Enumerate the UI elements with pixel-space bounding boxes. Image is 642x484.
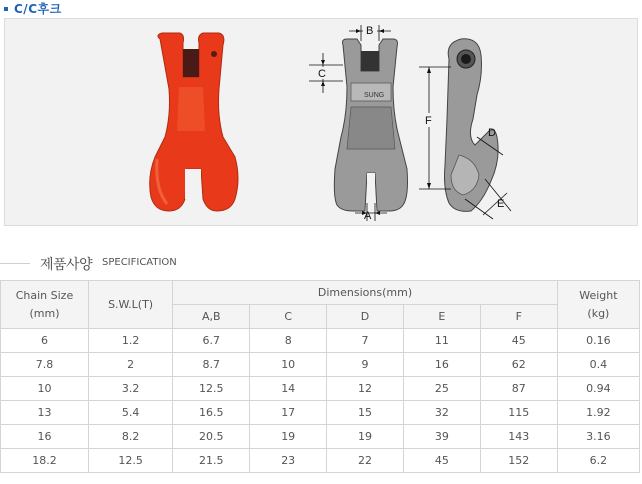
cell-chain-size: 6 <box>1 329 89 353</box>
table-row <box>1 425 640 449</box>
dim-label-b: B <box>366 25 374 37</box>
spec-header <box>0 254 642 274</box>
table-row <box>1 377 640 401</box>
spec-title-ko: 제품사양 <box>40 257 93 273</box>
cell-chain-size: 18.2 <box>1 449 89 473</box>
cell-weight: 0.16 <box>557 329 639 353</box>
cell-c: 14 <box>250 377 327 401</box>
dim-label-e: E <box>497 198 505 210</box>
table-row <box>1 329 640 353</box>
red-hook-photo <box>150 33 238 211</box>
cell-f: 62 <box>480 353 557 377</box>
cell-d: 22 <box>327 449 404 473</box>
subheader-e: E <box>403 305 480 329</box>
table-row <box>1 353 640 377</box>
cell-ab: 12.5 <box>173 377 250 401</box>
cell-chain-size: 16 <box>1 425 89 449</box>
cell-weight: 0.94 <box>557 377 639 401</box>
title-bullet-icon <box>4 7 8 11</box>
cell-chain-size: 10 <box>1 377 89 401</box>
cell-swl: 1.2 <box>88 329 172 353</box>
page-title-text: C/C후크 <box>14 1 62 16</box>
page-title <box>4 0 62 16</box>
dim-label-d: D <box>488 127 496 139</box>
cell-e: 45 <box>403 449 480 473</box>
cell-chain-size: 7.8 <box>1 353 89 377</box>
table-row <box>1 401 640 425</box>
product-illustration <box>5 19 639 227</box>
spec-table <box>0 280 640 473</box>
cell-c: 10 <box>250 353 327 377</box>
cell-c: 19 <box>250 425 327 449</box>
cell-d: 15 <box>327 401 404 425</box>
cell-d: 9 <box>327 353 404 377</box>
subheader-d: D <box>327 305 404 329</box>
cell-e: 32 <box>403 401 480 425</box>
front-view-drawing <box>309 23 408 222</box>
spec-title-en: SPECIFICATION <box>102 257 177 268</box>
cell-d: 7 <box>327 329 404 353</box>
cell-weight: 3.16 <box>557 425 639 449</box>
header-weight: Weight (kg) <box>557 281 639 329</box>
cell-swl: 2 <box>88 353 172 377</box>
header-dimensions: Dimensions(mm) <box>173 281 558 305</box>
side-view-drawing <box>419 39 511 219</box>
cell-weight: 0.4 <box>557 353 639 377</box>
cell-f: 115 <box>480 401 557 425</box>
cell-chain-size: 13 <box>1 401 89 425</box>
cell-ab: 20.5 <box>173 425 250 449</box>
cell-f: 45 <box>480 329 557 353</box>
front-view-brand-mark: SUNG <box>364 92 385 99</box>
dim-label-f: F <box>425 115 432 127</box>
cell-weight: 1.92 <box>557 401 639 425</box>
cell-ab: 16.5 <box>173 401 250 425</box>
cell-d: 12 <box>327 377 404 401</box>
header-chain-size: Chain Size (mm) <box>1 281 89 329</box>
cell-e: 25 <box>403 377 480 401</box>
cell-c: 23 <box>250 449 327 473</box>
spec-header-rule <box>0 263 30 264</box>
cell-e: 16 <box>403 353 480 377</box>
table-header-row <box>1 281 640 305</box>
cell-swl: 12.5 <box>88 449 172 473</box>
cell-ab: 8.7 <box>173 353 250 377</box>
subheader-ab: A,B <box>173 305 250 329</box>
cell-ab: 21.5 <box>173 449 250 473</box>
cell-d: 19 <box>327 425 404 449</box>
subheader-c: C <box>250 305 327 329</box>
dim-label-c: C <box>318 68 326 80</box>
product-image-panel <box>4 18 638 226</box>
cell-f: 143 <box>480 425 557 449</box>
cell-weight: 6.2 <box>557 449 639 473</box>
cell-swl: 3.2 <box>88 377 172 401</box>
cell-f: 87 <box>480 377 557 401</box>
cell-c: 8 <box>250 329 327 353</box>
dim-label-a: A <box>364 210 372 222</box>
cell-c: 17 <box>250 401 327 425</box>
cell-f: 152 <box>480 449 557 473</box>
cell-swl: 8.2 <box>88 425 172 449</box>
cell-ab: 6.7 <box>173 329 250 353</box>
cell-swl: 5.4 <box>88 401 172 425</box>
table-row <box>1 449 640 473</box>
cell-e: 11 <box>403 329 480 353</box>
subheader-f: F <box>480 305 557 329</box>
header-swl: S.W.L(T) <box>88 281 172 329</box>
cell-e: 39 <box>403 425 480 449</box>
